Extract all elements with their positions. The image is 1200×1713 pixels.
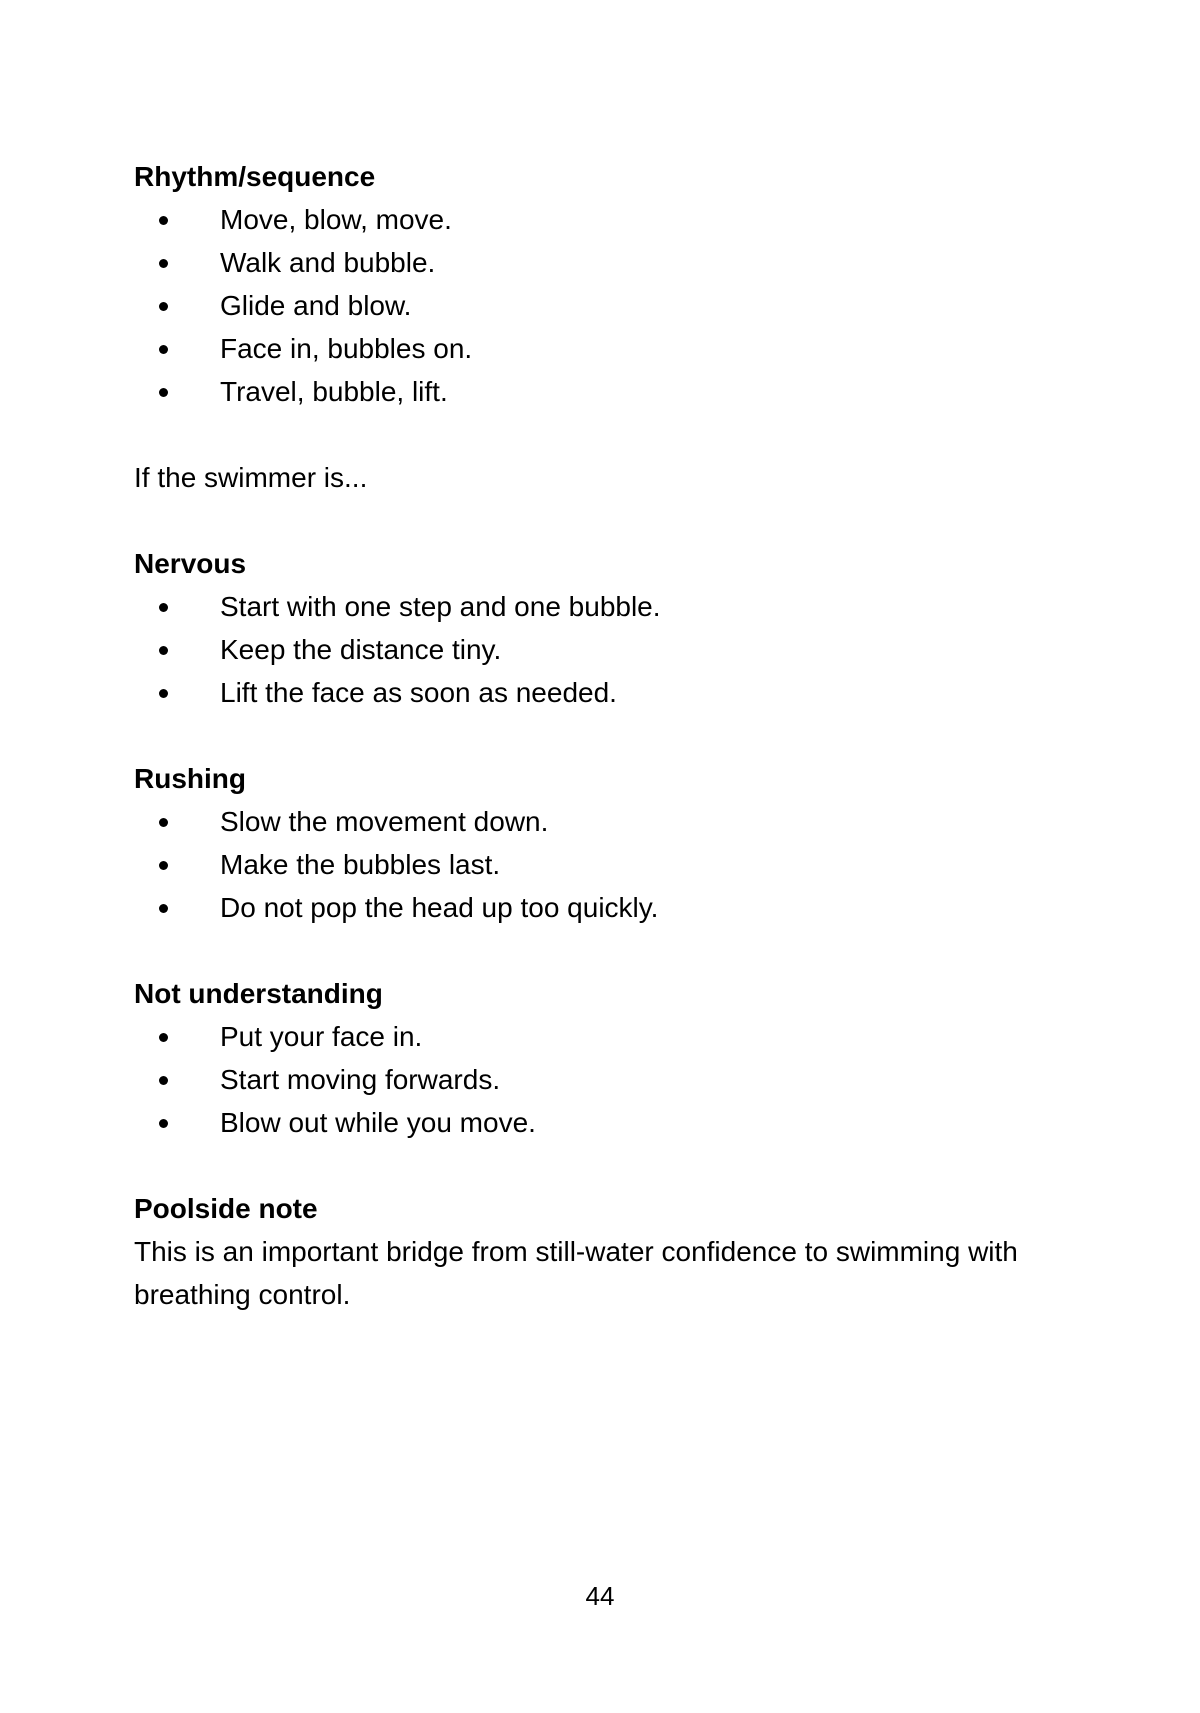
swimmer-intro-text: If the swimmer is... (134, 462, 368, 493)
poolside-note-text: This is an important bridge from still-water confidence to swimming with breathing control. (134, 1236, 1018, 1310)
bullet-icon (159, 302, 168, 311)
bullet-icon (159, 259, 168, 268)
spacer (134, 929, 1074, 972)
list-item: Blow out while you move. (134, 1101, 1074, 1144)
heading-not-understanding: Not understanding (134, 978, 383, 1009)
bullet-icon (159, 603, 168, 612)
page-number: 44 (585, 1581, 615, 1611)
list-item: Keep the distance tiny. (134, 628, 1074, 671)
list-item: Walk and bubble. (134, 241, 1074, 284)
list-item: Move, blow, move. (134, 198, 1074, 241)
bullet-icon (159, 216, 168, 225)
spacer (134, 714, 1074, 757)
spacer (134, 499, 1074, 542)
spacer (134, 1144, 1074, 1187)
bullet-icon (159, 345, 168, 354)
nervous-list (134, 585, 1074, 714)
rhythm-sequence-list (134, 198, 1074, 413)
bullet-icon (159, 689, 168, 698)
heading-rushing: Rushing (134, 763, 246, 794)
list-item: Glide and blow. (134, 284, 1074, 327)
bullet-icon (159, 1033, 168, 1042)
list-item: Do not pop the head up too quickly. (134, 886, 1074, 929)
bullet-icon (159, 388, 168, 397)
bullet-icon (159, 818, 168, 827)
list-item: Slow the movement down. (134, 800, 1074, 843)
list-item: Put your face in. (134, 1015, 1074, 1058)
bullet-icon (159, 1119, 168, 1128)
heading-rhythm-sequence: Rhythm/sequence (134, 161, 376, 192)
list-item: Travel, bubble, lift. (134, 370, 1074, 413)
list-item: Make the bubbles last. (134, 843, 1074, 886)
rushing-list (134, 800, 1074, 929)
heading-poolside-note: Poolside note (134, 1193, 318, 1224)
bullet-icon (159, 904, 168, 913)
list-item: Start with one step and one bubble. (134, 585, 1074, 628)
list-item: Start moving forwards. (134, 1058, 1074, 1101)
not-understanding-list (134, 1015, 1074, 1144)
bullet-icon (159, 861, 168, 870)
list-item: Face in, bubbles on. (134, 327, 1074, 370)
bullet-icon (159, 1076, 168, 1085)
heading-nervous: Nervous (134, 548, 247, 579)
spacer (134, 413, 1074, 456)
page-content (134, 155, 1074, 1316)
bullet-icon (159, 646, 168, 655)
list-item: Lift the face as soon as needed. (134, 671, 1074, 714)
